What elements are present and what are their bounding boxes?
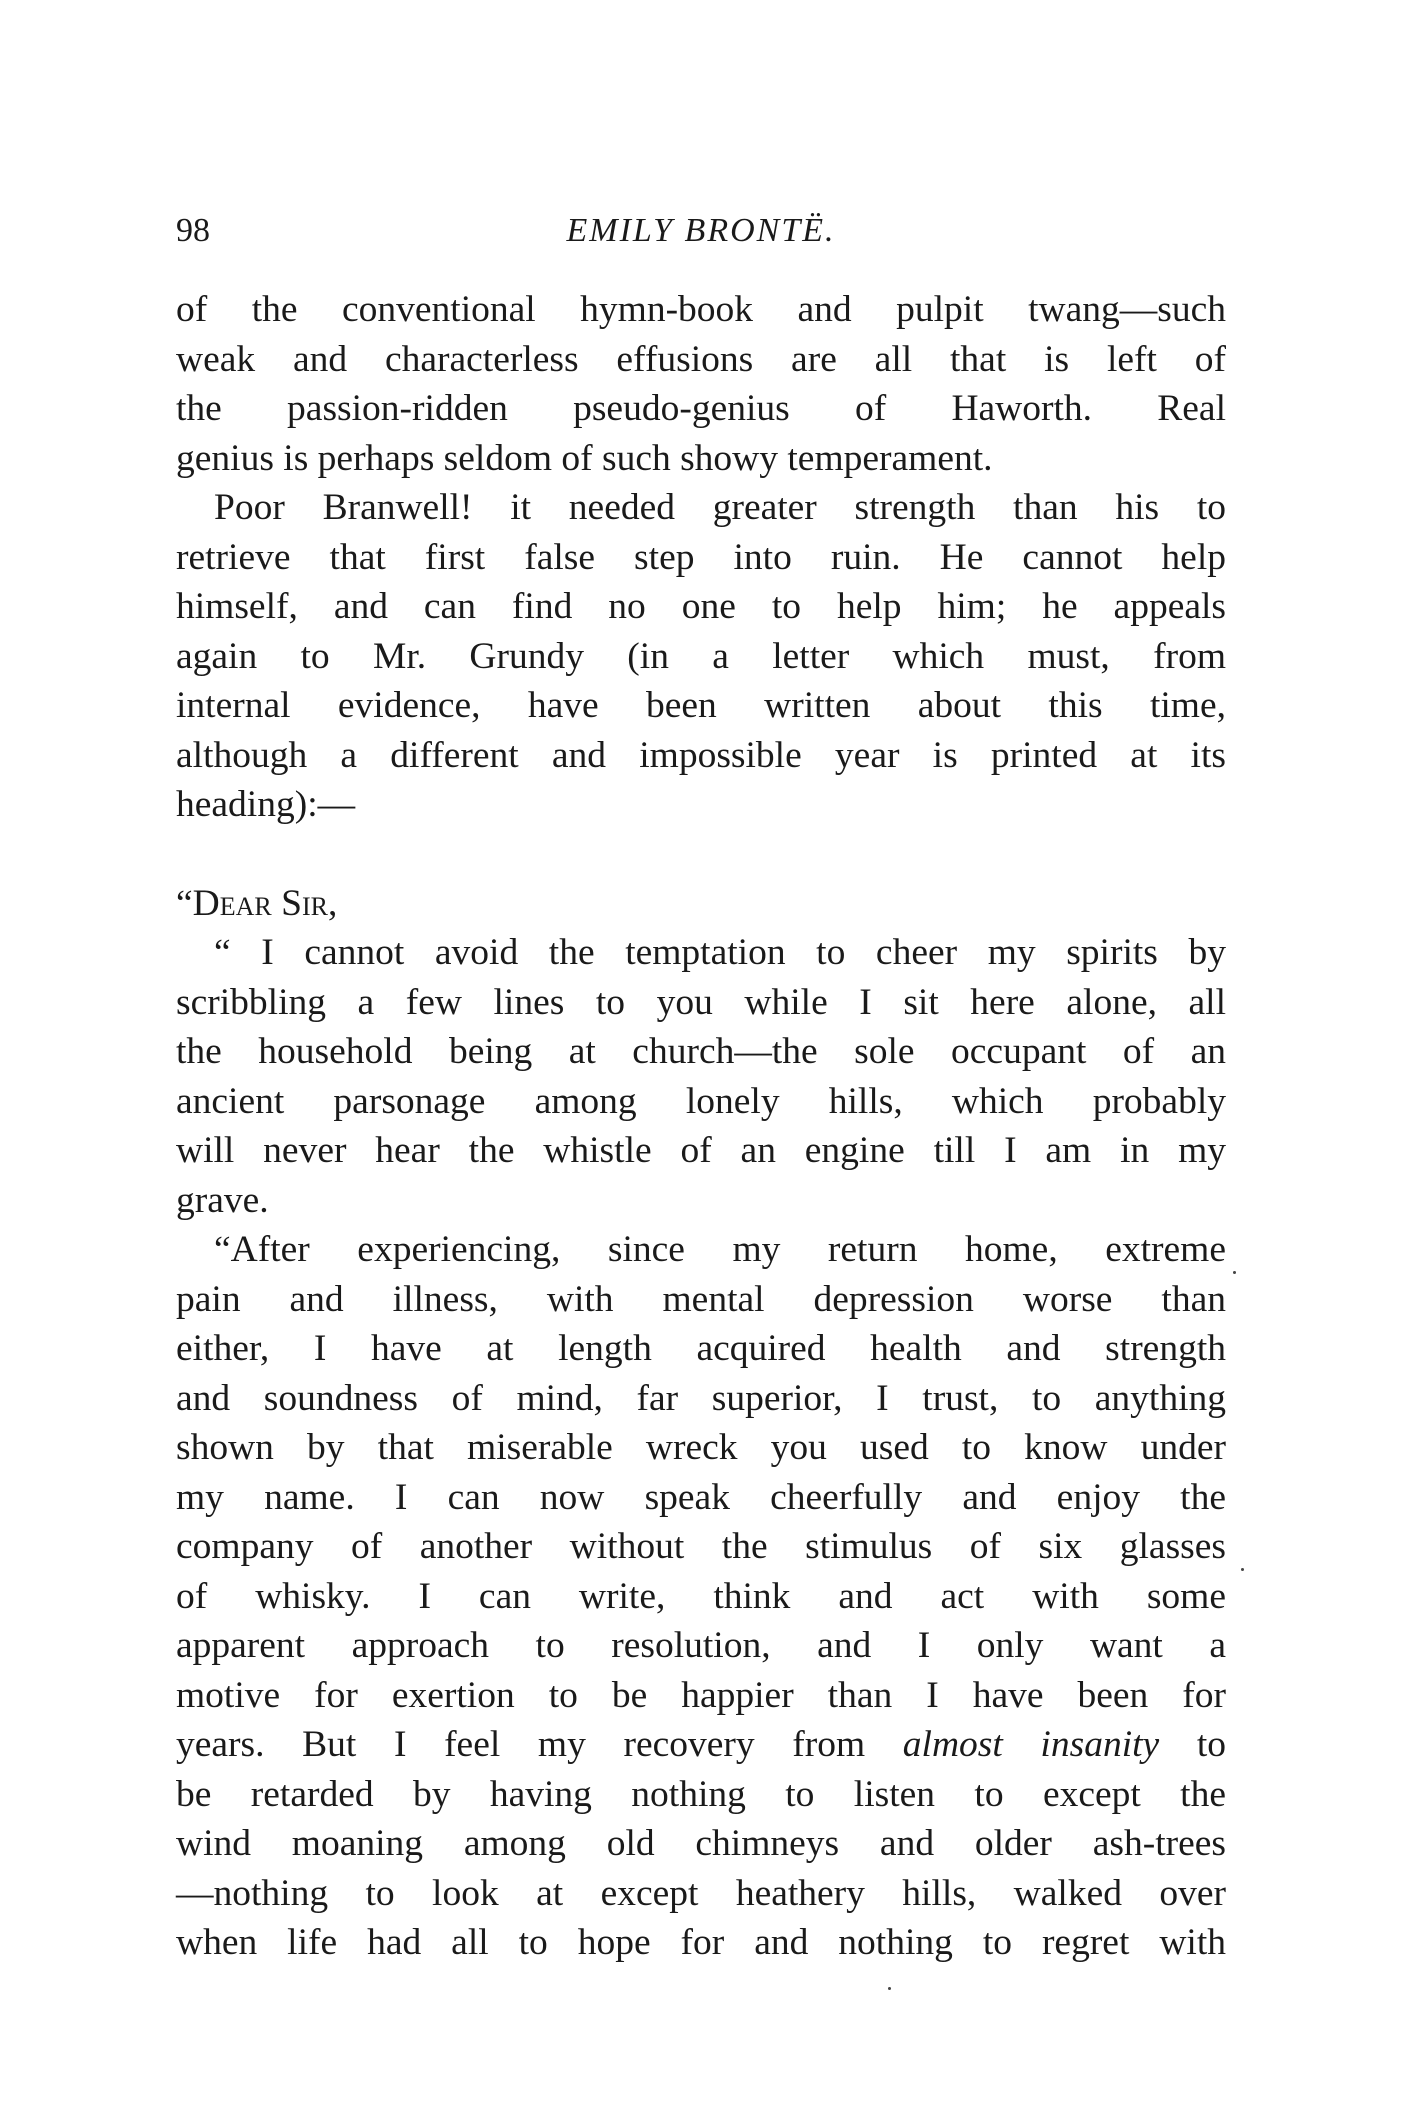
text-segment: years. But I feel my recovery from [176,1724,903,1765]
text-line: of the conventional hymn-book and pulpit twang—such [176,289,1226,330]
text-line: retrieve that first false step into ruin. He cannot help [176,536,1226,578]
text-line: either, I have at length acquired health and strength [176,1328,1226,1369]
text-line: wind moaning among old chimneys and older ash-trees [176,1823,1226,1864]
text-line: scribbling a few lines to you while I sit here alone, all [176,981,1226,1023]
italic-phrase: almost insanity [902,1724,1160,1765]
text-line: be retarded by having nothing to listen to except the [176,1773,1226,1815]
letter-salutation: “Dear Sir, [176,882,338,924]
page-number: 98 [176,212,210,249]
running-title: EMILY BRONTË. [566,212,836,249]
text-line: motive for exertion to be happier than I have been for [176,1674,1226,1716]
page-header [176,212,1226,262]
paragraph-1 [176,285,1226,483]
text-line: “After experiencing, since my return home, extreme [214,1229,1226,1270]
paragraph-2 [176,483,1226,830]
paragraph-3 [176,928,1226,1225]
print-speck [1241,1568,1244,1571]
paragraph-4 [176,1225,1226,1968]
text-line: again to Mr. Grundy (in a letter which must, from [176,635,1226,677]
text-line: will never hear the whistle of an engine till I am in my [176,1130,1226,1171]
text-line: pain and illness, with mental depression worse than [176,1278,1226,1320]
text-line: ancient parsonage among lonely hills, which probably [176,1080,1226,1122]
text-line: genius is perhaps seldom of such showy temperament. [176,437,993,479]
text-line: the passion-ridden pseudo-genius of Haworth. Real [176,388,1226,429]
print-speck [1233,1271,1236,1274]
text-line: and soundness of mind, far superior, I trust, to anything [176,1377,1226,1419]
text-line: my name. I can now speak cheerfully and enjoy the [176,1476,1226,1518]
text-line: internal evidence, have been written about this time, [176,685,1226,726]
text-line: grave. [176,1179,269,1221]
text-line: himself, and can find no one to help him; he appeals [176,586,1226,627]
text-line: —nothing to look at except heathery hills, walked over [176,1872,1226,1914]
print-speck [888,1987,891,1990]
text-line-with-italic [176,1720,1226,1770]
text-line: when life had all to hope for and nothing to regret with [176,1922,1226,1963]
text-line: “ I cannot avoid the temptation to cheer my spirits by [214,932,1226,973]
text-line: company of another without the stimulus of six glasses [176,1526,1226,1567]
text-line: Poor Branwell! it needed greater strength than his to [214,487,1226,528]
text-line: weak and characterless effusions are all that is left of [176,338,1226,380]
text-line: heading):— [176,784,356,825]
text-line: shown by that miserable wreck you used to know under [176,1427,1226,1468]
text-line: the household being at church—the sole occupant of an [176,1031,1226,1072]
text-line: although a different and impossible year is printed at its [176,734,1226,776]
text-segment: to [1159,1724,1226,1765]
text-line: apparent approach to resolution, and I only want a [176,1625,1226,1666]
text-line: of whisky. I can write, think and act with some [176,1575,1226,1617]
body-text [176,285,1226,1968]
